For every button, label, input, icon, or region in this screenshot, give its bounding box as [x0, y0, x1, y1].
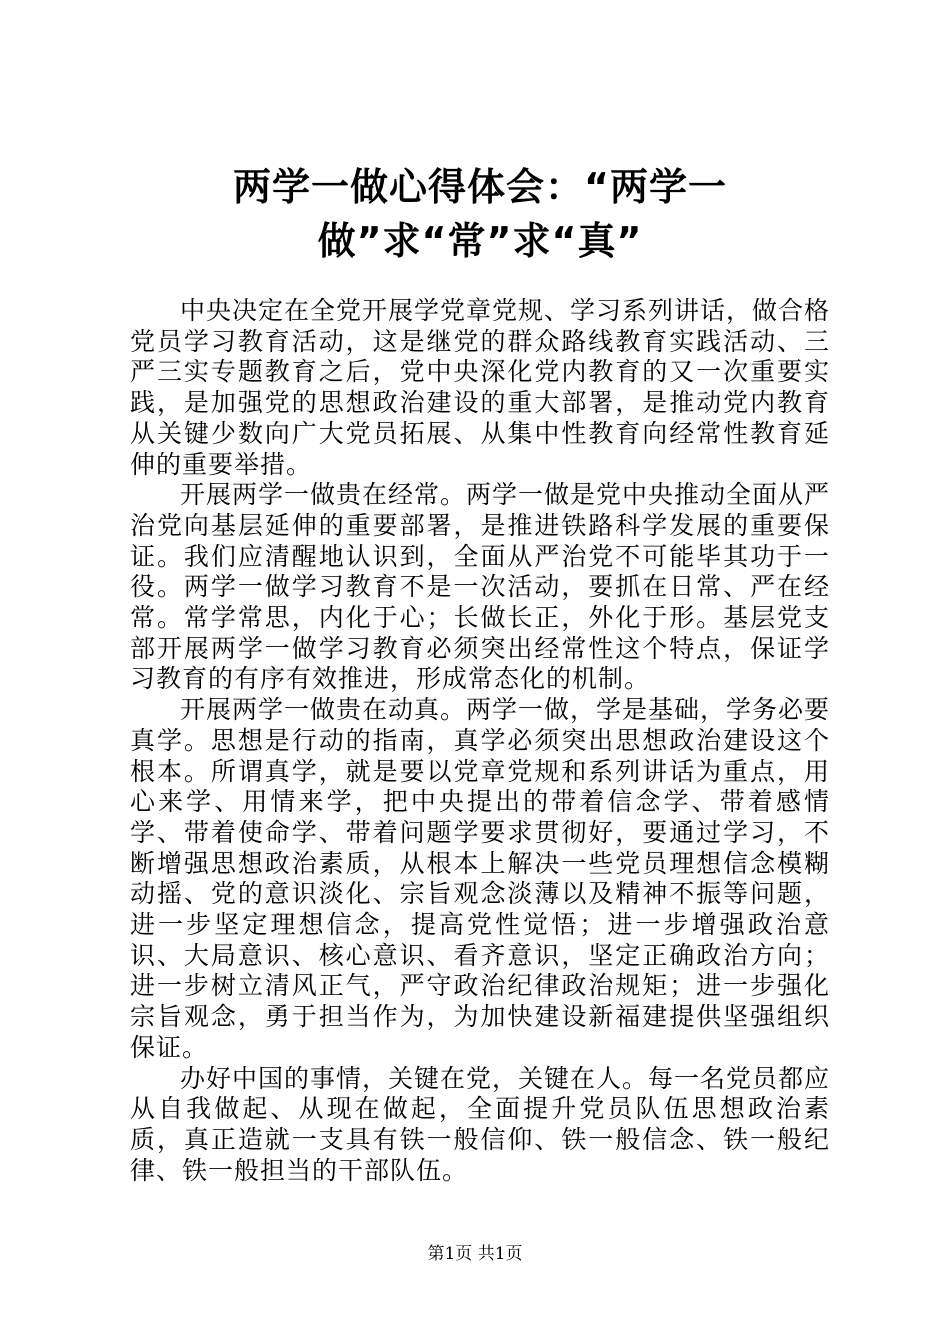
page-footer: 第1页 共1页 — [427, 1244, 523, 1264]
paragraph-3: 开展两学一做贵在动真。两学一做，学是基础，学务必要真学。思想是行动的指南，真学必须突出思想政治建设这个根本。所谓真学，就是要以党章党规和系列讲话为重点，用心来学、用情来学，把中央提出的带着信念学、带着感情学、带着使命学、带着问题学要求贯彻好，要通过学习，不断增强思想政治素质，从根本上解决一些党员理想信念模糊动摇、党的意识淡化、宗旨观念淡薄以及精神不振等问题，进一步坚定理想信念，提高党性觉悟；进一步增强政治意识、大局意识、核心意识、看齐意识，坚定正确政治方向；进一步树立清风正气，严守政治纪律政治规矩；进一步强化宗旨观念，勇于担当作为，为加快建设新福建提供坚强组织保证。 — [130, 695, 831, 1062]
paragraph-1: 中央决定在全党开展学党章党规、学习系列讲话，做合格党员学习教育活动，这是继党的群众路线教育实践活动、三严三实专题教育之后，党中央深化党内教育的又一次重要实践，是加强党的思想政治建设的重大部署，是推动党内教育从关键少数向广大党员拓展、从集中性教育向经常性教育延伸的重要举措。 — [130, 296, 831, 479]
paragraph-4: 办好中国的事情，关键在党，关键在人。每一名党员都应从自我做起、从现在做起，全面提升党员队伍思想政治素质，真正造就一支具有铁一般信仰、铁一般信念、铁一般纪律、铁一般担当的干部队伍。 — [130, 1063, 831, 1185]
paragraph-2: 开展两学一做贵在经常。两学一做是党中央推动全面从严治党向基层延伸的重要部署，是推进铁路科学发展的重要保证。我们应清醒地认识到，全面从严治党不可能毕其功于一役。两学一做学习教育不是一次活动，要抓在日常、严在经常。常学常思，内化于心；长做长正，外化于形。基层党支部开展两学一做学习教育必须突出经常性这个特点，保证学习教育的有序有效推进，形成常态化的机制。 — [130, 480, 831, 694]
document-title: 两学一做心得体会：“两学一做”求“常”求“真” — [233, 165, 727, 263]
document-body — [130, 296, 830, 1186]
